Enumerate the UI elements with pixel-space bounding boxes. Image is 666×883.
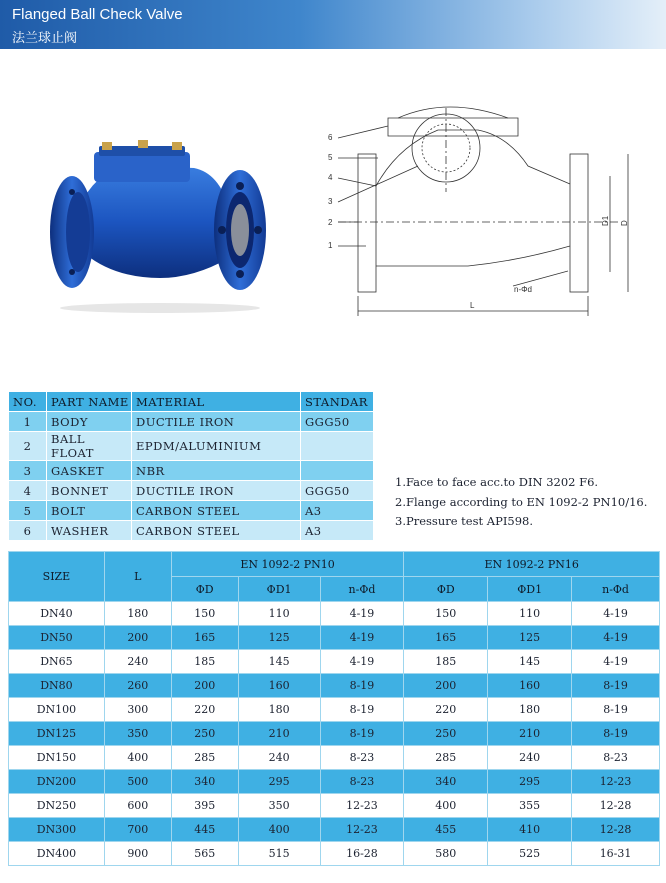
- title-chinese: 法兰球止阀: [12, 30, 78, 45]
- table-row: [9, 626, 660, 650]
- col-pn10-bolts: n-Φd: [320, 577, 404, 602]
- cell: 395: [171, 794, 238, 818]
- cell: 4-19: [572, 626, 660, 650]
- cell: 8-23: [572, 746, 660, 770]
- cell: BALL FLOAT: [47, 432, 132, 461]
- cell: 8-19: [572, 674, 660, 698]
- cell: CARBON STEEL: [132, 501, 301, 521]
- cell: 180: [488, 698, 572, 722]
- cell: DN300: [9, 818, 105, 842]
- cell: 185: [404, 650, 488, 674]
- cell: 525: [488, 842, 572, 866]
- cell: BONNET: [47, 481, 132, 501]
- cell: 200: [171, 674, 238, 698]
- table-row: [9, 650, 660, 674]
- callout-4: 4: [328, 173, 333, 182]
- cell: 350: [238, 794, 320, 818]
- cell: 4-19: [320, 602, 404, 626]
- cell: 410: [488, 818, 572, 842]
- cell: 4: [9, 481, 47, 501]
- cell: 2: [9, 432, 47, 461]
- cell: DN65: [9, 650, 105, 674]
- cell: 16-31: [572, 842, 660, 866]
- cell: DUCTILE IRON: [132, 412, 301, 432]
- cell: 125: [238, 626, 320, 650]
- cell: 4-19: [320, 626, 404, 650]
- cell: 160: [488, 674, 572, 698]
- table-row: [9, 674, 660, 698]
- cell: 16-28: [320, 842, 404, 866]
- cell: 400: [404, 794, 488, 818]
- cell: 600: [104, 794, 171, 818]
- table-row: [9, 461, 374, 481]
- cell: 240: [488, 746, 572, 770]
- cell: 4-19: [572, 602, 660, 626]
- page-header: [0, 0, 666, 49]
- table-row: [9, 432, 374, 461]
- cell: 340: [171, 770, 238, 794]
- cell: 295: [238, 770, 320, 794]
- table-row: [9, 481, 374, 501]
- cell: BOLT: [47, 501, 132, 521]
- cell: 220: [171, 698, 238, 722]
- group-pn16: EN 1092-2 PN16: [404, 552, 660, 577]
- cell: 6: [9, 521, 47, 541]
- cell: 355: [488, 794, 572, 818]
- note-1: 1.Face to face acc.to DIN 3202 F6.: [395, 475, 599, 489]
- cell: 210: [488, 722, 572, 746]
- cell: 700: [104, 818, 171, 842]
- cell: 150: [171, 602, 238, 626]
- cell: 12-23: [320, 818, 404, 842]
- col-pn16-d1: ΦD1: [488, 577, 572, 602]
- col-pn10-d1: ΦD1: [238, 577, 320, 602]
- cell: 180: [238, 698, 320, 722]
- cell: 340: [404, 770, 488, 794]
- cell: 1: [9, 412, 47, 432]
- dimensions-table: [8, 551, 660, 866]
- cell: GASKET: [47, 461, 132, 481]
- cell: 8-19: [572, 722, 660, 746]
- table-row: [9, 770, 660, 794]
- dim-bolt: n-Φd: [514, 285, 532, 294]
- dims-header-row-1: [9, 552, 660, 577]
- col-pn16-bolts: n-Φd: [572, 577, 660, 602]
- cell: 565: [171, 842, 238, 866]
- cell: 12-28: [572, 794, 660, 818]
- cell: 400: [238, 818, 320, 842]
- cell: 8-19: [320, 674, 404, 698]
- col-pn16-d: ΦD: [404, 577, 488, 602]
- cell: 500: [104, 770, 171, 794]
- cell: 125: [488, 626, 572, 650]
- title-english: Flanged Ball Check Valve: [12, 6, 183, 23]
- cell: 8-19: [320, 722, 404, 746]
- cell: DN125: [9, 722, 105, 746]
- cell: 285: [171, 746, 238, 770]
- cell: 145: [488, 650, 572, 674]
- cell: 220: [404, 698, 488, 722]
- table-row: [9, 722, 660, 746]
- cell: 250: [171, 722, 238, 746]
- cell: DUCTILE IRON: [132, 481, 301, 501]
- cell: A3: [301, 521, 374, 541]
- cell: A3: [301, 501, 374, 521]
- cell: 200: [104, 626, 171, 650]
- cell: DN200: [9, 770, 105, 794]
- group-pn10: EN 1092-2 PN10: [171, 552, 404, 577]
- dim-l: L: [470, 301, 475, 310]
- cell: 455: [404, 818, 488, 842]
- cell: DN100: [9, 698, 105, 722]
- parts-table: [8, 391, 374, 541]
- col-pn10-d: ΦD: [171, 577, 238, 602]
- cell: DN150: [9, 746, 105, 770]
- cell: 250: [404, 722, 488, 746]
- table-row: [9, 521, 374, 541]
- cell: DN80: [9, 674, 105, 698]
- cell: NBR: [132, 461, 301, 481]
- cell: [301, 432, 374, 461]
- cell: 12-23: [320, 794, 404, 818]
- cell: EPDM/ALUMINIUM: [132, 432, 301, 461]
- table-row: [9, 794, 660, 818]
- cell: 445: [171, 818, 238, 842]
- cell: CARBON STEEL: [132, 521, 301, 541]
- col-no: NO.: [9, 392, 47, 412]
- cell: DN400: [9, 842, 105, 866]
- callout-6: 6: [328, 133, 333, 142]
- cell: GGG50: [301, 481, 374, 501]
- cell: 12-28: [572, 818, 660, 842]
- cell: 240: [104, 650, 171, 674]
- notes: [395, 473, 647, 532]
- cell: 350: [104, 722, 171, 746]
- table-row: [9, 746, 660, 770]
- cell: 160: [238, 674, 320, 698]
- dims-body: [9, 602, 660, 866]
- cell: [301, 461, 374, 481]
- cell: 300: [104, 698, 171, 722]
- parts-header-row: [9, 392, 374, 412]
- cell: 145: [238, 650, 320, 674]
- cell: 185: [171, 650, 238, 674]
- col-size: SIZE: [9, 552, 105, 602]
- table-row: [9, 818, 660, 842]
- note-2: 2.Flange according to EN 1092-2 PN10/16.: [395, 494, 648, 509]
- col-l: L: [104, 552, 171, 602]
- cell: 4-19: [572, 650, 660, 674]
- cell: 200: [404, 674, 488, 698]
- cell: DN40: [9, 602, 105, 626]
- cell: DN250: [9, 794, 105, 818]
- valve-photo: [44, 128, 276, 314]
- cell: 8-19: [320, 698, 404, 722]
- cell: BODY: [47, 412, 132, 432]
- cell: 285: [404, 746, 488, 770]
- cell: 8-19: [572, 698, 660, 722]
- cell: 150: [404, 602, 488, 626]
- cell: 3: [9, 461, 47, 481]
- note-3: 3.Pressure test API598.: [395, 514, 533, 528]
- table-row: [9, 602, 660, 626]
- cell: 8-23: [320, 746, 404, 770]
- table-row: [9, 842, 660, 866]
- cell: DN50: [9, 626, 105, 650]
- cell: 12-23: [572, 770, 660, 794]
- dim-d1: D1: [601, 215, 610, 226]
- table-row: [9, 412, 374, 432]
- table-row: [9, 501, 374, 521]
- cell: 180: [104, 602, 171, 626]
- col-material: MATERIAL: [132, 392, 301, 412]
- cell: 400: [104, 746, 171, 770]
- dim-d: D: [620, 220, 629, 226]
- col-part-name: PART NAME: [47, 392, 132, 412]
- callout-5: 5: [328, 153, 333, 162]
- cell: 5: [9, 501, 47, 521]
- cell: 210: [238, 722, 320, 746]
- cell: GGG50: [301, 412, 374, 432]
- cell: 240: [238, 746, 320, 770]
- callout-3: 3: [328, 197, 333, 206]
- callout-1: 1: [328, 241, 333, 250]
- cell: 8-23: [320, 770, 404, 794]
- table-row: [9, 698, 660, 722]
- cell: WASHER: [47, 521, 132, 541]
- cell: 165: [171, 626, 238, 650]
- cell: 295: [488, 770, 572, 794]
- callout-2: 2: [328, 218, 333, 227]
- cell: 580: [404, 842, 488, 866]
- col-standard: STANDAR: [301, 392, 374, 412]
- valve-section-drawing: [318, 96, 648, 326]
- cell: 4-19: [320, 650, 404, 674]
- cell: 165: [404, 626, 488, 650]
- cell: 260: [104, 674, 171, 698]
- cell: 110: [238, 602, 320, 626]
- cell: 515: [238, 842, 320, 866]
- cell: 900: [104, 842, 171, 866]
- cell: 110: [488, 602, 572, 626]
